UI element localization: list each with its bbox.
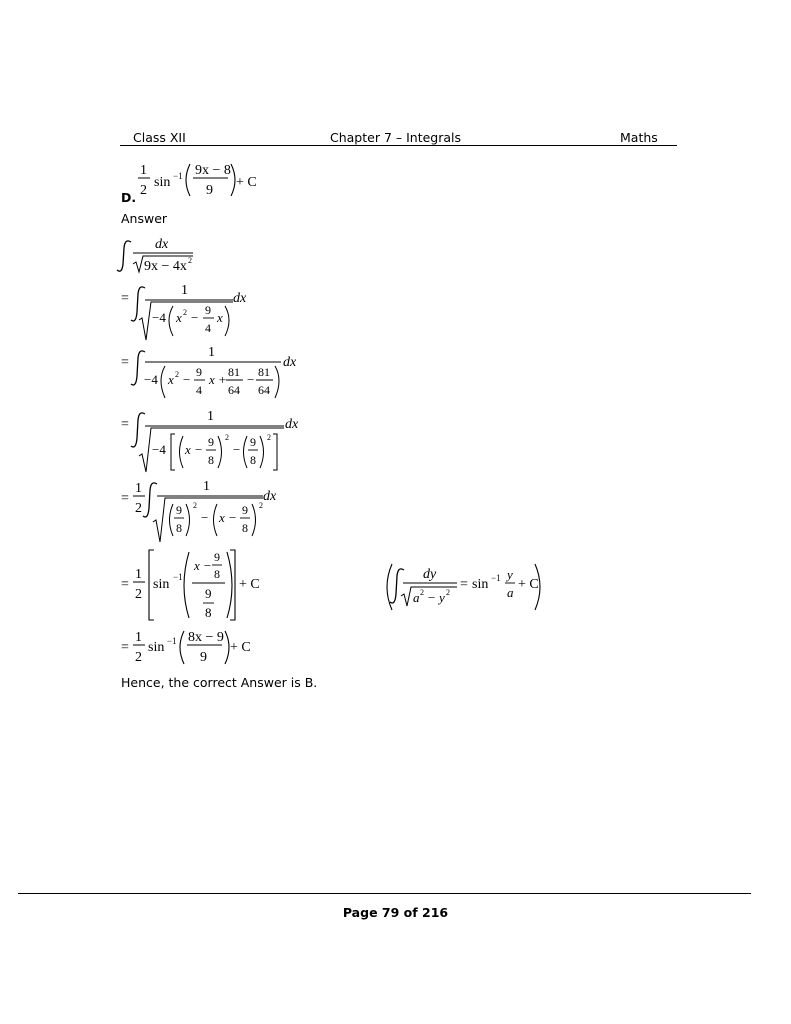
svg-text:dx: dx xyxy=(155,237,169,252)
svg-text:8: 8 xyxy=(214,567,220,581)
svg-text:=: = xyxy=(121,355,129,370)
svg-text:y: y xyxy=(507,567,513,582)
svg-text:8: 8 xyxy=(176,521,182,535)
svg-text:−: − xyxy=(201,510,209,525)
svg-text:1: 1 xyxy=(135,630,142,645)
svg-text:9x − 4x: 9x − 4x xyxy=(144,259,187,274)
svg-text:−: − xyxy=(233,442,241,457)
standard-formula xyxy=(383,562,543,617)
svg-text:1: 1 xyxy=(181,283,188,298)
svg-text:9: 9 xyxy=(214,550,220,564)
svg-text:=: = xyxy=(460,577,468,592)
svg-text:−: − xyxy=(247,372,255,387)
svg-text:2: 2 xyxy=(175,370,179,379)
footer-rule xyxy=(18,893,751,894)
svg-text:2: 2 xyxy=(188,256,192,265)
svg-text:dy: dy xyxy=(423,567,437,582)
svg-text:2: 2 xyxy=(267,433,271,442)
option-d-label: D. xyxy=(121,190,137,205)
svg-text:4: 4 xyxy=(205,321,211,335)
svg-text:9: 9 xyxy=(205,586,212,601)
answer-label: Answer xyxy=(121,211,168,226)
svg-text:x −: x − xyxy=(185,442,203,457)
svg-text:dx: dx xyxy=(263,489,277,504)
svg-text:dx: dx xyxy=(283,355,297,370)
svg-text:−4: −4 xyxy=(152,310,166,325)
svg-text:1: 1 xyxy=(140,163,147,178)
svg-text:9: 9 xyxy=(208,435,214,449)
svg-text:2: 2 xyxy=(259,501,263,510)
svg-text:−1: −1 xyxy=(167,636,177,646)
svg-text:−: − xyxy=(428,590,436,605)
svg-text:2: 2 xyxy=(135,650,142,665)
svg-text:−1: −1 xyxy=(491,573,501,583)
svg-text:1: 1 xyxy=(135,481,142,496)
svg-text:2: 2 xyxy=(135,587,142,602)
svg-text:−: − xyxy=(191,310,199,325)
header-subject: Maths xyxy=(620,130,658,145)
svg-text:+ C: + C xyxy=(230,640,251,655)
svg-text:x: x xyxy=(168,372,174,387)
svg-text:2: 2 xyxy=(183,308,187,317)
svg-text:8: 8 xyxy=(208,453,214,467)
option-d-expression xyxy=(140,158,270,209)
header-chapter: Chapter 7 – Integrals xyxy=(330,130,462,145)
svg-text:9: 9 xyxy=(250,435,256,449)
step-7 xyxy=(121,630,261,675)
svg-text:81: 81 xyxy=(258,365,270,379)
svg-text:x +: x + xyxy=(209,372,227,387)
svg-text:a: a xyxy=(507,585,514,600)
svg-text:2: 2 xyxy=(446,588,450,597)
step-3 xyxy=(121,346,311,407)
svg-text:dx: dx xyxy=(233,291,247,306)
svg-text:x: x xyxy=(217,310,223,325)
svg-text:8: 8 xyxy=(205,605,212,620)
svg-text:8: 8 xyxy=(242,521,248,535)
svg-text:−1: −1 xyxy=(173,171,183,181)
svg-text:1: 1 xyxy=(207,409,214,424)
svg-text:1: 1 xyxy=(208,345,215,360)
svg-text:=: = xyxy=(121,640,129,655)
svg-text:2: 2 xyxy=(225,433,229,442)
step-2 xyxy=(121,282,261,349)
svg-text:64: 64 xyxy=(258,383,270,397)
step-4 xyxy=(121,406,311,479)
svg-text:−1: −1 xyxy=(173,572,183,582)
header-class: Class XII xyxy=(133,130,186,145)
svg-text:4: 4 xyxy=(196,383,202,397)
svg-text:y: y xyxy=(439,590,445,605)
svg-text:9: 9 xyxy=(200,650,207,665)
svg-text:64: 64 xyxy=(228,383,240,397)
svg-text:−4: −4 xyxy=(144,372,158,387)
conclusion-text: Hence, the correct Answer is B. xyxy=(121,675,318,690)
svg-text:9: 9 xyxy=(205,303,211,317)
svg-text:2: 2 xyxy=(420,588,424,597)
svg-text:−: − xyxy=(183,372,191,387)
svg-text:x −: x − xyxy=(194,558,212,573)
svg-text:sin: sin xyxy=(472,577,489,592)
svg-text:2: 2 xyxy=(193,501,197,510)
step-5 xyxy=(121,476,311,549)
svg-text:1: 1 xyxy=(135,567,142,582)
svg-text:=: = xyxy=(121,491,129,506)
svg-text:−4: −4 xyxy=(152,442,166,457)
svg-text:9: 9 xyxy=(242,503,248,517)
svg-text:a: a xyxy=(413,590,420,605)
svg-text:8x − 9: 8x − 9 xyxy=(188,630,224,645)
svg-text:x −: x − xyxy=(219,510,237,525)
svg-text:8: 8 xyxy=(250,453,256,467)
svg-text:dx: dx xyxy=(285,417,299,432)
svg-text:=: = xyxy=(121,291,129,306)
step-1 xyxy=(121,234,211,281)
svg-text:9: 9 xyxy=(206,183,213,198)
svg-text:+ C: + C xyxy=(239,577,260,592)
svg-text:=: = xyxy=(121,577,129,592)
svg-text:=: = xyxy=(121,417,129,432)
svg-text:9: 9 xyxy=(196,365,202,379)
svg-text:1: 1 xyxy=(203,479,210,494)
svg-text:9x − 8: 9x − 8 xyxy=(195,163,231,178)
svg-text:81: 81 xyxy=(228,365,240,379)
step-6 xyxy=(121,548,271,629)
svg-text:2: 2 xyxy=(135,501,142,516)
svg-text:x: x xyxy=(176,310,182,325)
svg-text:9: 9 xyxy=(176,503,182,517)
header-rule xyxy=(120,145,677,146)
svg-text:2: 2 xyxy=(140,183,147,198)
svg-text:+ C: + C xyxy=(518,577,539,592)
svg-text:sin: sin xyxy=(153,577,170,592)
svg-text:+ C: + C xyxy=(236,175,257,190)
svg-text:sin: sin xyxy=(148,640,165,655)
page-number: Page 79 of 216 xyxy=(342,905,449,920)
svg-text:sin: sin xyxy=(154,175,171,190)
